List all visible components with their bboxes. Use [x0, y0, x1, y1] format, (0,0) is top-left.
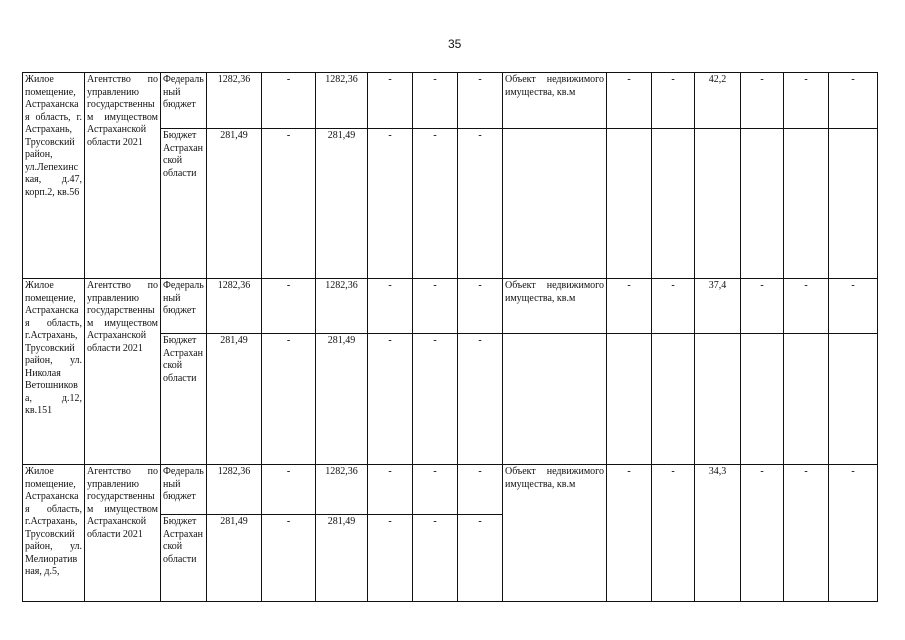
- funding-cell: -: [413, 129, 458, 279]
- indicator-cell: -: [607, 465, 652, 602]
- funding-total: 1282,36: [207, 465, 262, 515]
- funding-cell: -: [368, 279, 413, 334]
- indicator-cell: -: [829, 279, 878, 334]
- empty-cell: [503, 334, 607, 465]
- indicator-cell: -: [741, 73, 784, 129]
- table-row: [23, 465, 878, 515]
- funding-cell: 1282,36: [316, 279, 368, 334]
- indicator-cell: -: [784, 279, 829, 334]
- funding-cell: 1282,36: [316, 73, 368, 129]
- funding-cell: -: [413, 279, 458, 334]
- funding-cell: -: [262, 465, 316, 515]
- funding-source: Бюджет Астраханской области: [161, 129, 207, 279]
- object-address: Жилое помещение, Астраханская область, г.Астрахань, Трусовский район, ул. Николая Ветошникова, д.12, кв.151: [23, 279, 85, 465]
- funding-cell: -: [368, 515, 413, 602]
- funding-source: Бюджет Астраханской области: [161, 515, 207, 602]
- empty-cell: [652, 129, 695, 279]
- indicator-cell: -: [784, 465, 829, 602]
- indicator-name: Объект недвижимого имущества, кв.м: [503, 73, 607, 129]
- indicator-value: 34,3: [695, 465, 741, 602]
- funding-cell: -: [413, 515, 458, 602]
- funding-cell: -: [458, 515, 503, 602]
- empty-cell: [607, 129, 652, 279]
- empty-cell: [741, 129, 784, 279]
- funding-cell: -: [368, 129, 413, 279]
- object-address: Жилое помещение, Астраханская область, г. Астрахань, Трусовский район, ул.Лепехинская, д.47, корп.2, кв.56: [23, 73, 85, 279]
- funding-cell: 1282,36: [316, 465, 368, 515]
- page-number: 35: [448, 37, 462, 51]
- indicator-value: 37,4: [695, 279, 741, 334]
- empty-cell: [503, 129, 607, 279]
- empty-cell: [784, 334, 829, 465]
- indicator-cell: -: [652, 279, 695, 334]
- object-address: Жилое помещение, Астраханская область, г.Астрахань, Трусовский район, ул. Мелиоративная, д.5,: [23, 465, 85, 602]
- empty-cell: [829, 129, 878, 279]
- funding-source: Федеральный бюджет: [161, 279, 207, 334]
- funding-cell: 281,49: [316, 129, 368, 279]
- funding-cell: -: [458, 334, 503, 465]
- program-table: [22, 72, 878, 602]
- indicator-cell: -: [741, 465, 784, 602]
- funding-cell: -: [413, 465, 458, 515]
- funding-source: Бюджет Астраханской области: [161, 334, 207, 465]
- indicator-cell: -: [784, 73, 829, 129]
- funding-cell: 281,49: [316, 334, 368, 465]
- funding-cell: -: [368, 465, 413, 515]
- funding-cell: -: [262, 515, 316, 602]
- empty-cell: [652, 334, 695, 465]
- responsible-agency: Агентство по управлению государственным имуществом Астраханской области 2021: [85, 465, 161, 602]
- funding-cell: -: [262, 129, 316, 279]
- funding-cell: -: [458, 465, 503, 515]
- funding-total: 1282,36: [207, 73, 262, 129]
- funding-cell: -: [262, 279, 316, 334]
- funding-cell: -: [413, 73, 458, 129]
- indicator-cell: -: [652, 73, 695, 129]
- responsible-agency: Агентство по управлению государственным имуществом Астраханской области 2021: [85, 279, 161, 465]
- funding-source: Федеральный бюджет: [161, 465, 207, 515]
- empty-cell: [784, 129, 829, 279]
- empty-cell: [829, 334, 878, 465]
- funding-cell: -: [413, 334, 458, 465]
- empty-cell: [695, 129, 741, 279]
- indicator-cell: -: [829, 73, 878, 129]
- funding-cell: -: [458, 129, 503, 279]
- funding-cell: -: [262, 73, 316, 129]
- indicator-name: Объект недвижимого имущества, кв.м: [503, 279, 607, 334]
- funding-total: 281,49: [207, 129, 262, 279]
- funding-total: 1282,36: [207, 279, 262, 334]
- funding-cell: -: [368, 334, 413, 465]
- funding-cell: -: [458, 73, 503, 129]
- funding-total: 281,49: [207, 334, 262, 465]
- table-row: [23, 73, 878, 129]
- indicator-cell: -: [607, 73, 652, 129]
- funding-cell: 281,49: [316, 515, 368, 602]
- table-row: [23, 279, 878, 334]
- indicator-cell: -: [829, 465, 878, 602]
- indicator-cell: -: [741, 279, 784, 334]
- responsible-agency: Агентство по управлению государственным имуществом Астраханской области 2021: [85, 73, 161, 279]
- indicator-value: 42,2: [695, 73, 741, 129]
- indicator-name: Объект недвижимого имущества, кв.м: [503, 465, 607, 602]
- funding-cell: -: [458, 279, 503, 334]
- empty-cell: [695, 334, 741, 465]
- empty-cell: [741, 334, 784, 465]
- funding-total: 281,49: [207, 515, 262, 602]
- empty-cell: [607, 334, 652, 465]
- funding-cell: -: [262, 334, 316, 465]
- funding-cell: -: [368, 73, 413, 129]
- funding-source: Федеральный бюджет: [161, 73, 207, 129]
- indicator-cell: -: [607, 279, 652, 334]
- indicator-cell: -: [652, 465, 695, 602]
